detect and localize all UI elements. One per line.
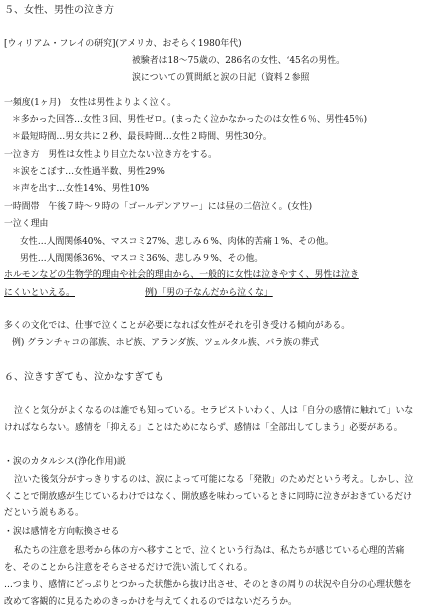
section5-heading: ５、女性、男性の泣き方 bbox=[4, 5, 114, 16]
style-heading: 一泣き方 男性は女性より目立たない泣き方をする。 bbox=[4, 150, 217, 160]
catharsis-paragraph: 泣いた後気分がすっきりするのは、涙によって可能になる「発散」のためだという考え。しかし、泣くことで開放感が生じているわけではなく、開放感を味わっているときに同時に泣きがおきているだけだという説もある。 bbox=[4, 475, 414, 519]
hormone-line-1: ホルモンなどの生物学的理由や社会的理由から、一般的に女性は泣きやすく、男性は泣き bbox=[4, 270, 359, 280]
study-subjects: 被験者は18〜75歳の、286名の女性、‘45名の男性。 bbox=[132, 56, 346, 66]
study-materials: 涙についての質問紙と涙の日記（資料２参照 bbox=[132, 73, 310, 83]
redirect-paragraph-2: …つまり、感情にどっぷりとつかった状態から抜け出させ、そのときの周りの状況や自分の心理状態を改めて客観的に見るためのきっかけを与えてくれるのではないだろうか。 bbox=[4, 580, 412, 607]
frequency-max: ＊多かった回答…女性３回、男性ゼロ。(まったく泣かなかったのは女性６％、男性45％) bbox=[12, 115, 368, 125]
hormone-quote: 例)「男の子なんだから泣くな」 bbox=[145, 288, 273, 298]
redirect-heading: ・涙は感情を方向転換させる bbox=[4, 527, 120, 537]
reason-women: 女性…人間関係40%、マスコミ27%、悲しみ６%、肉体的苦痛１%、その他。 bbox=[20, 237, 334, 247]
frequency-heading: 一頻度(1ヶ月) 女性は男性よりよく泣く。 bbox=[4, 98, 177, 108]
culture-examples: 例) グランチャコの部族、ホピ族、アランダ族、ツェルタル族、バラ族の葬式 bbox=[12, 338, 319, 348]
hormone-line-2: にくいといえる。 bbox=[4, 288, 75, 298]
frequency-time: ＊最短時間…男女共に２秒、最長時間…女性２時間、男性30分。 bbox=[12, 132, 272, 142]
intro-paragraph: 泣くと気分がよくなるのは誰でも知っている。セラピストいわく、人は「自分の感情に触れて」いなければならない。感情を「抑える」ことはためにならず、感情は「全部出してしまう」必要がある。 bbox=[4, 406, 414, 433]
time-zone: 一時間帯 午後７時〜９時の「ゴールデンアワー」には昼の二倍泣く。(女性) bbox=[4, 202, 313, 212]
study-title: [ウィリアム・フレイの研究](アメリカ、おそらく1980年代) bbox=[4, 39, 242, 49]
reason-heading: 一泣く理由 bbox=[4, 219, 49, 229]
section6-heading: ６、泣きすぎても、泣かなすぎても bbox=[4, 372, 164, 383]
redirect-paragraph: 私たちの注意を思考から体の方へ移すことで、泣くという行為は、私たちが感じている心理的苦痛を、そのことから注意をそらさせるだけで洗い流してくれる。 bbox=[4, 546, 405, 573]
style-tears: ＊涙をこぼす…女性過半数、男性29% bbox=[12, 167, 165, 177]
culture-text: 多くの文化では、仕事で泣くことが必要になれば女性がそれを引き受ける傾向がある。 bbox=[4, 321, 351, 331]
style-voice: ＊声を出す…女性14%、男性10% bbox=[12, 184, 150, 194]
catharsis-heading: ・涙のカタルシス(浄化作用)説 bbox=[4, 457, 126, 467]
reason-men: 男性…人間関係36%、マスコミ36%、悲しみ９%、その他。 bbox=[20, 254, 264, 264]
